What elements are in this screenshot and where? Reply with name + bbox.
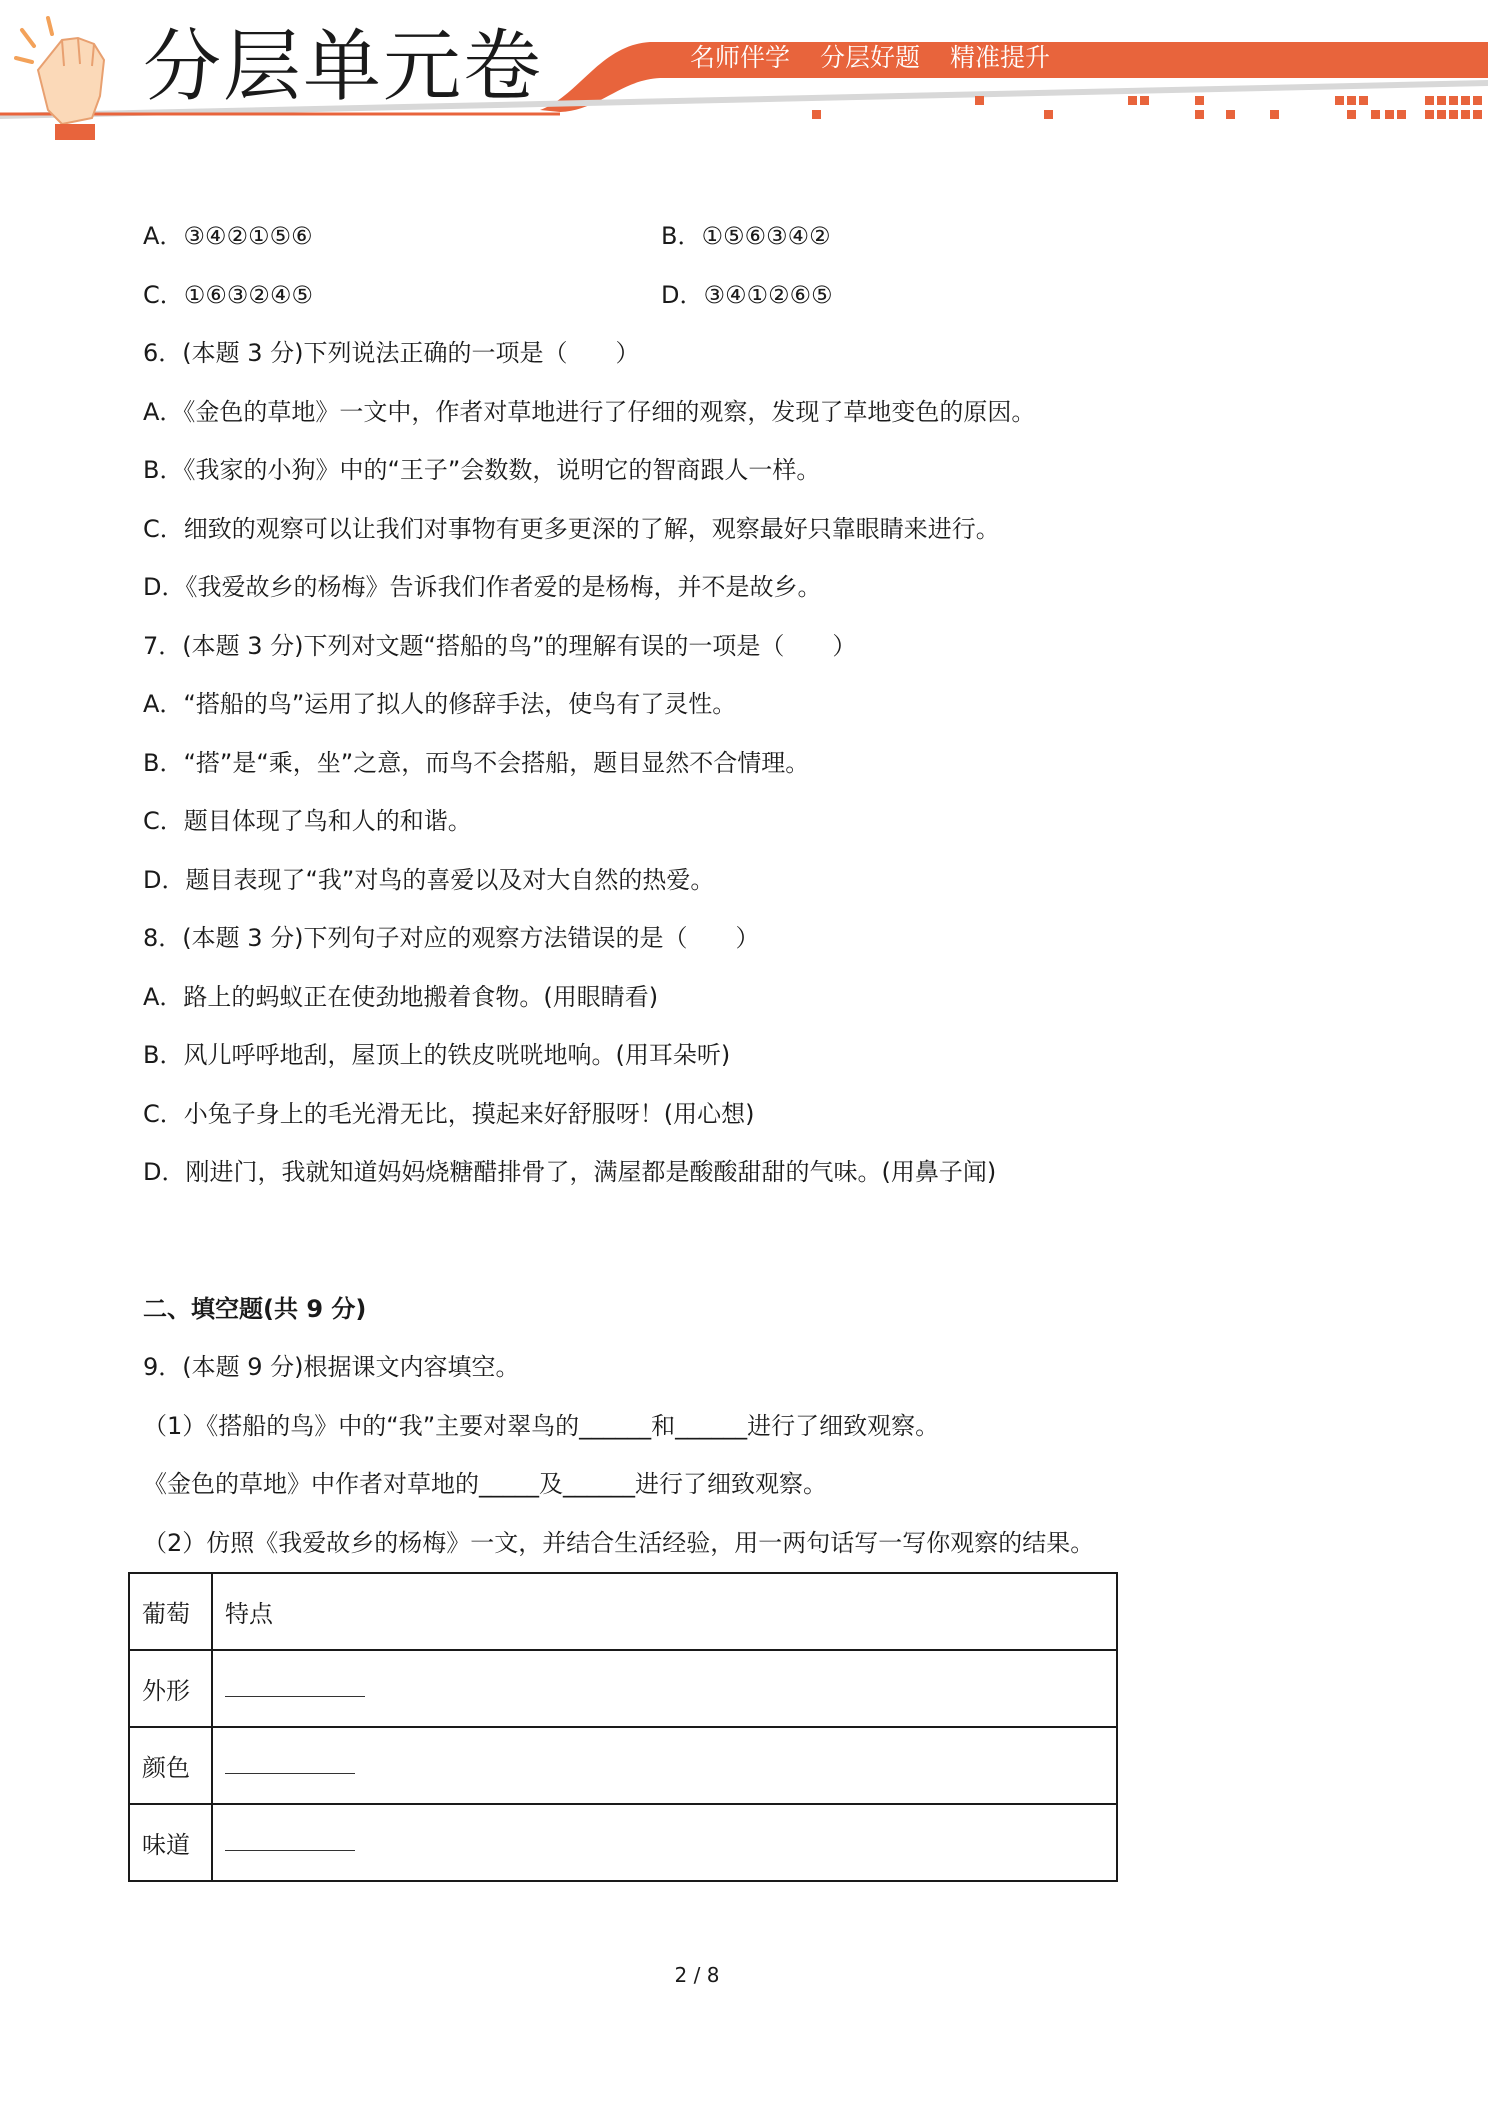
page-number: 2 / 8	[674, 1963, 720, 1987]
q8-stem: 8．(本题 3 分)下列句子对应的观察方法错误的是（ ）	[143, 924, 760, 952]
section-title: 二、填空题(共 9 分)	[143, 1295, 367, 1323]
q6-option-c: C．细致的观察可以让我们对事物有更多更深的了解，观察最好只靠眼睛来进行。	[143, 515, 1000, 543]
q8-option-c: C．小兔子身上的毛光滑无比，摸起来好舒服呀！(用心想)	[143, 1100, 755, 1128]
slogan-2: 分层好题	[819, 43, 920, 72]
header-slogan	[690, 42, 1072, 74]
q9-stem: 9．(本题 9 分)根据课文内容填空。	[143, 1353, 520, 1381]
table-row	[129, 1727, 1117, 1804]
q6-option-b: B．《我家的小狗》中的“王子”会数数，说明它的智商跟人一样。	[143, 456, 821, 484]
q8-option-b: B．风儿呼呼地刮，屋顶上的铁皮咣咣地响。(用耳朵听)	[143, 1041, 731, 1069]
answer-cell[interactable]	[212, 1727, 1117, 1804]
brand-title: 分层单元卷	[143, 22, 544, 112]
q6-stem: 6．(本题 3 分)下列说法正确的一项是（ ）	[143, 339, 640, 367]
q7-option-c: C．题目体现了鸟和人的和谐。	[143, 807, 472, 835]
table-row	[129, 1804, 1117, 1881]
answer-blank[interactable]	[225, 1674, 365, 1697]
q6-option-d: D．《我爱故乡的杨梅》告诉我们作者爱的是杨梅，并不是故乡。	[143, 573, 822, 601]
slogan-1: 名师伴学	[690, 43, 791, 72]
q9-part2: （2）仿照《我爱故乡的杨梅》一文，并结合生活经验，用一两句话写一写你观察的结果。	[143, 1529, 1095, 1557]
q7-stem: 7．(本题 3 分)下列对文题“搭船的鸟”的理解有误的一项是（ ）	[143, 632, 857, 660]
answer-cell[interactable]	[212, 1650, 1117, 1727]
q5-option-c: C．①⑥③②④⑤	[143, 281, 313, 309]
q5-option-a: A．③④②①⑤⑥	[143, 222, 313, 250]
q6-option-a: A．《金色的草地》一文中，作者对草地进行了仔细的观察，发现了草地变色的原因。	[143, 398, 1036, 426]
observation-table	[128, 1572, 1118, 1882]
answer-blank[interactable]	[225, 1751, 355, 1774]
table-header-left: 葡萄	[129, 1573, 212, 1650]
table-row	[129, 1650, 1117, 1727]
q7-option-b: B．“搭”是“乘，坐”之意，而鸟不会搭船，题目显然不合情理。	[143, 749, 810, 777]
answer-blank[interactable]	[225, 1828, 355, 1851]
table-header-row	[129, 1573, 1117, 1650]
q9-part1: （1）《搭船的鸟》中的“我”主要对翠鸟的______和______进行了细致观察。	[143, 1412, 940, 1440]
q8-option-a: A．路上的蚂蚁正在使劲地搬着食物。(用眼睛看)	[143, 983, 659, 1011]
table-row-label: 味道	[129, 1804, 212, 1881]
answer-cell[interactable]	[212, 1804, 1117, 1881]
q5-option-d: D．③④①②⑥⑤	[661, 281, 833, 309]
q8-option-d: D．刚进门，我就知道妈妈烧糖醋排骨了，满屋都是酸酸甜甜的气味。(用鼻子闻)	[143, 1158, 997, 1186]
q9-part1-continued: 《金色的草地》中作者对草地的_____及______进行了细致观察。	[143, 1470, 827, 1498]
q5-option-b: B．①⑤⑥③④②	[661, 222, 831, 250]
table-header-right: 特点	[212, 1573, 1117, 1650]
slogan-3: 精准提升	[949, 43, 1050, 72]
fist-logo-icon	[16, 18, 104, 140]
q7-option-d: D．题目表现了“我”对鸟的喜爱以及对大自然的热爱。	[143, 866, 715, 894]
table-row-label: 颜色	[129, 1727, 212, 1804]
table-row-label: 外形	[129, 1650, 212, 1727]
q7-option-a: A．“搭船的鸟”运用了拟人的修辞手法，使鸟有了灵性。	[143, 690, 737, 718]
page-header	[0, 0, 1488, 140]
